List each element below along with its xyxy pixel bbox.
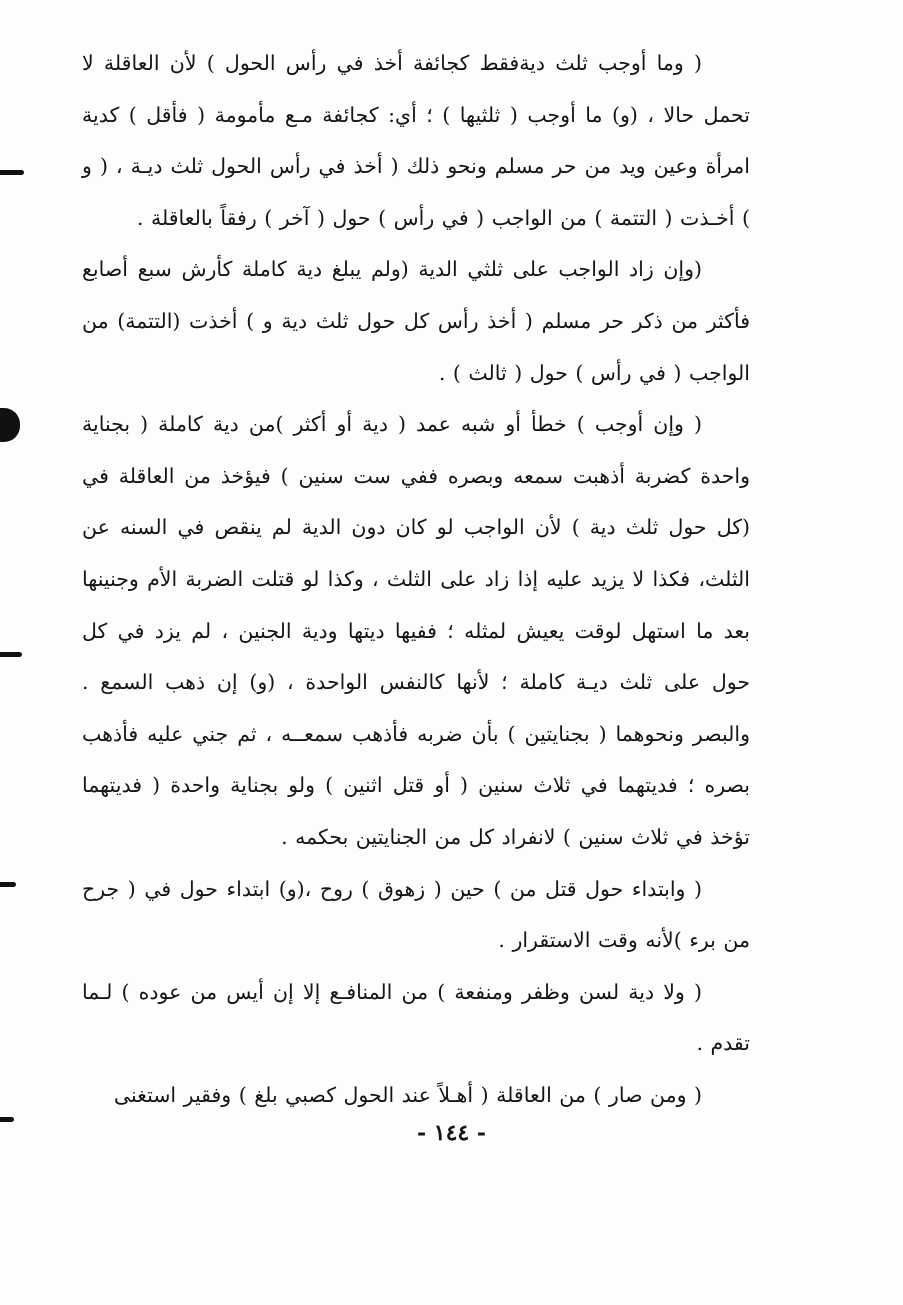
paragraph-2: (وإن زاد الواجب على ثلثي الدية (ولم يبلغ دية كاملة كأرش سبع أصابع فأكثر من ذكر حر مسلم ( أخذ رأس كل حول ثلث دية و ) أخذت (التتمة) من الواجب ( في رأس ) حول ( ثالث ) . — [82, 257, 750, 385]
binding-mark — [0, 170, 24, 175]
body-text — [82, 38, 750, 1121]
paragraph-3: ( وإن أوجب ) خطأ أو شبه عمد ( دية أو أكثر )من دية كاملة ( بجناية واحدة كضربة أذهبت سمعه وبصره ففي ست سنين ) فيؤخذ من العاقلة في (كل حول ثلث دية ) لأن الواجب لو كان دون الدية لم ينقص في السنه عن الثلث، فكذا لا يزيد عليه إذا زاد على الثلث ، وكذا لو قتلت الضربة الأم وجنينها بعد ما استهل لوقت يعيش لمثله ؛ ففيها ديتها ودية الجنين ، لم يزد في كل حول على ثلث ديـة كاملة ؛ لأنها كالنفس الواحدة ، (و) إن ذهب السمع . والبصر ونحوهما ( بجنايتين ) بأن ضربه فأذهب سمعــه ، ثم جني عليه فأذهب بصره ؛ فديتهما في ثلاث سنين ( أو قتل اثنين ) ولو بجناية واحدة ( فديتهما تؤخذ في ثلاث سنين ) لانفراد كل من الجنايتين بحكمه . — [82, 412, 750, 849]
paragraph-4: ( وابتداء حول قتل من ) حين ( زهوق ) روح ،(و) ابتداء حول في ( جرح من برء )لأنه وقت الاستقرار . — [82, 876, 750, 953]
binding-mark — [0, 1117, 14, 1122]
binding-mark — [0, 652, 22, 657]
paragraph-5: ( ولا دية لسن وظفر ومنفعة ) من المنافـع إلا إن أيس من عوده ) لـما تقدم . — [82, 979, 750, 1056]
page-number: - ١٤٤ - — [416, 1120, 487, 1146]
binding-blot — [0, 408, 20, 442]
paragraph-1: ( وما أوجب ثلث ديةفقط كجائفة أخذ في رأس الحول ) لأن العاقلة لا تحمل حالا ، (و) ما أوجب ( ثلثيها ) ؛ أي: كجائفة مـع مأمومة ( فأقل ) كدية امرأة وعين ويد من حر مسلم ونحو ذلك ( أخذ في رأس الحول ثلث ديـة ، ( و ) أخـذت ( التتمة ) من الواجب ( في رأس ) حول ( آخر ) رفقاً بالعاقلة . — [82, 51, 750, 230]
paragraph-6: ( ومن صار ) من العاقلة ( أهـلاً عند الحول كصبي بلغ ) وفقير استغنى — [113, 1082, 702, 1107]
binding-mark — [0, 882, 16, 887]
